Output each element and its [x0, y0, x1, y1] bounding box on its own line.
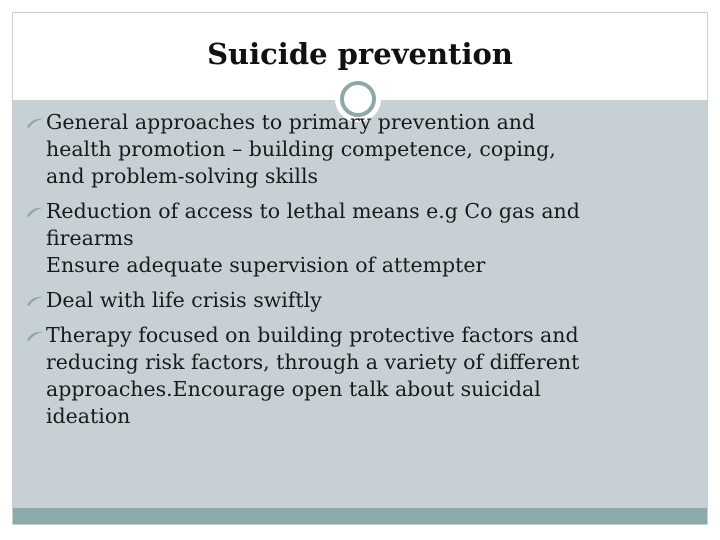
- bullet-line: Ensure adequate supervision of attempter: [46, 253, 486, 277]
- bullet-line: Reduction of access to lethal means e.g Co gas and: [46, 199, 580, 223]
- bullet-line: Deal with life crisis swiftly: [46, 288, 322, 312]
- bullet-line: firearms: [46, 226, 134, 250]
- bullet-line: approaches.Encourage open talk about suicidal: [46, 377, 541, 401]
- bullet-line: health promotion – building competence, coping,: [46, 137, 556, 161]
- swoosh-bullet-icon: [26, 116, 44, 130]
- bullet-item: [26, 287, 686, 314]
- bullet-list: [26, 109, 686, 438]
- bullet-line: ideation: [46, 404, 131, 428]
- swoosh-bullet-icon: [26, 205, 44, 219]
- bottom-bar: [13, 508, 707, 524]
- slide-title: Suicide prevention: [207, 37, 513, 71]
- bullet-item: [26, 109, 686, 190]
- swoosh-bullet-icon: [26, 329, 44, 343]
- bullet-line: Therapy focused on building protective factors and: [46, 323, 579, 347]
- bullet-item: [26, 322, 686, 430]
- bullet-line: reducing risk factors, through a variety of different: [46, 350, 580, 374]
- bullet-line: General approaches to primary prevention and: [46, 110, 536, 134]
- swoosh-bullet-icon: [26, 294, 44, 308]
- bullet-line: and problem-solving skills: [46, 164, 319, 188]
- bullet-item: [26, 198, 686, 279]
